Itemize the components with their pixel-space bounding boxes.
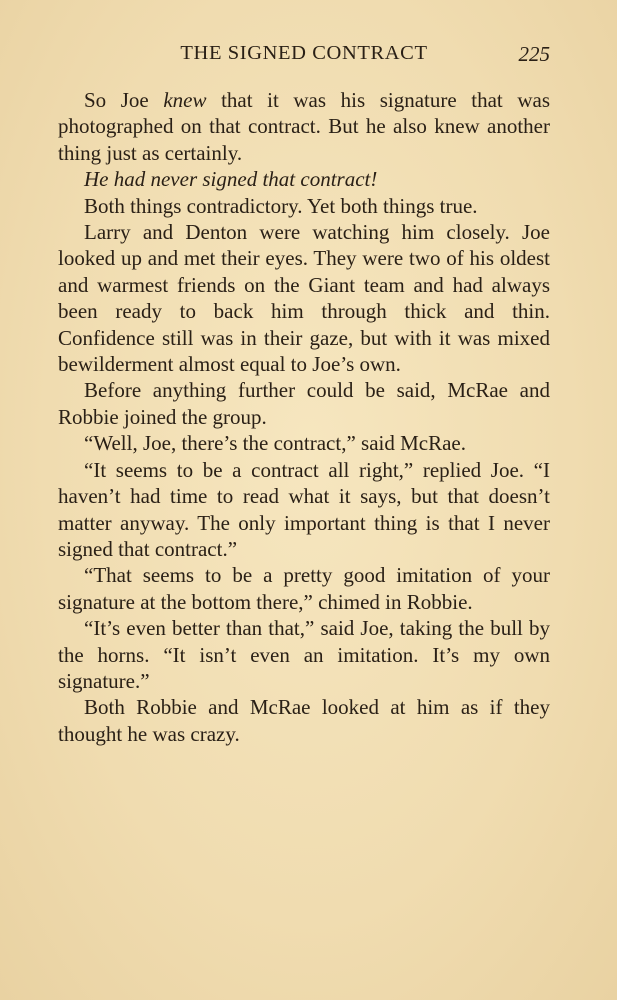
running-head: [58, 40, 550, 70]
paragraph: Before anything further could be said, McRae and Robbie joined the group.: [58, 378, 550, 429]
paragraph: Both things contradictory. Yet both things true.: [84, 193, 478, 218]
emphasis: knew: [163, 88, 207, 112]
paragraph: Both Robbie and McRae looked at him as if they thought he was crazy.: [58, 695, 550, 746]
page-number: 225: [518, 42, 550, 66]
paragraph: “Well, Joe, there’s the contract,” said McRae.: [84, 431, 466, 456]
paragraph: “That seems to be a pretty good imitation of your signature at the bottom there,” chimed in Robbie.: [58, 563, 550, 614]
paragraph: So Joe knew that it was his signature that was photographed on that contract. But he also knew another thing just as certainly.: [58, 88, 550, 165]
italic-paragraph: He had never signed that contract!: [84, 167, 378, 192]
paragraph: “It seems to be a contract all right,” replied Joe. “I haven’t had time to read what it says, but that doesn’t matter anyway. The only important thing is that I never signed that contract.”: [58, 457, 550, 561]
body-text: [58, 87, 550, 747]
running-title: THE SIGNED CONTRACT: [180, 42, 428, 64]
paragraph: “It’s even better than that,” said Joe, taking the bull by the horns. “It isn’t even an imitation. It’s my own signature.”: [58, 616, 550, 693]
paragraph: Larry and Denton were watching him closely. Joe looked up and met their eyes. They were two of his oldest and warmest friends on the Giant team and had always been ready to back him through thick and thin. Confidence still was in their gaze, but with it was mixed bewilderment almost equal to Joe’s own.: [58, 220, 550, 377]
